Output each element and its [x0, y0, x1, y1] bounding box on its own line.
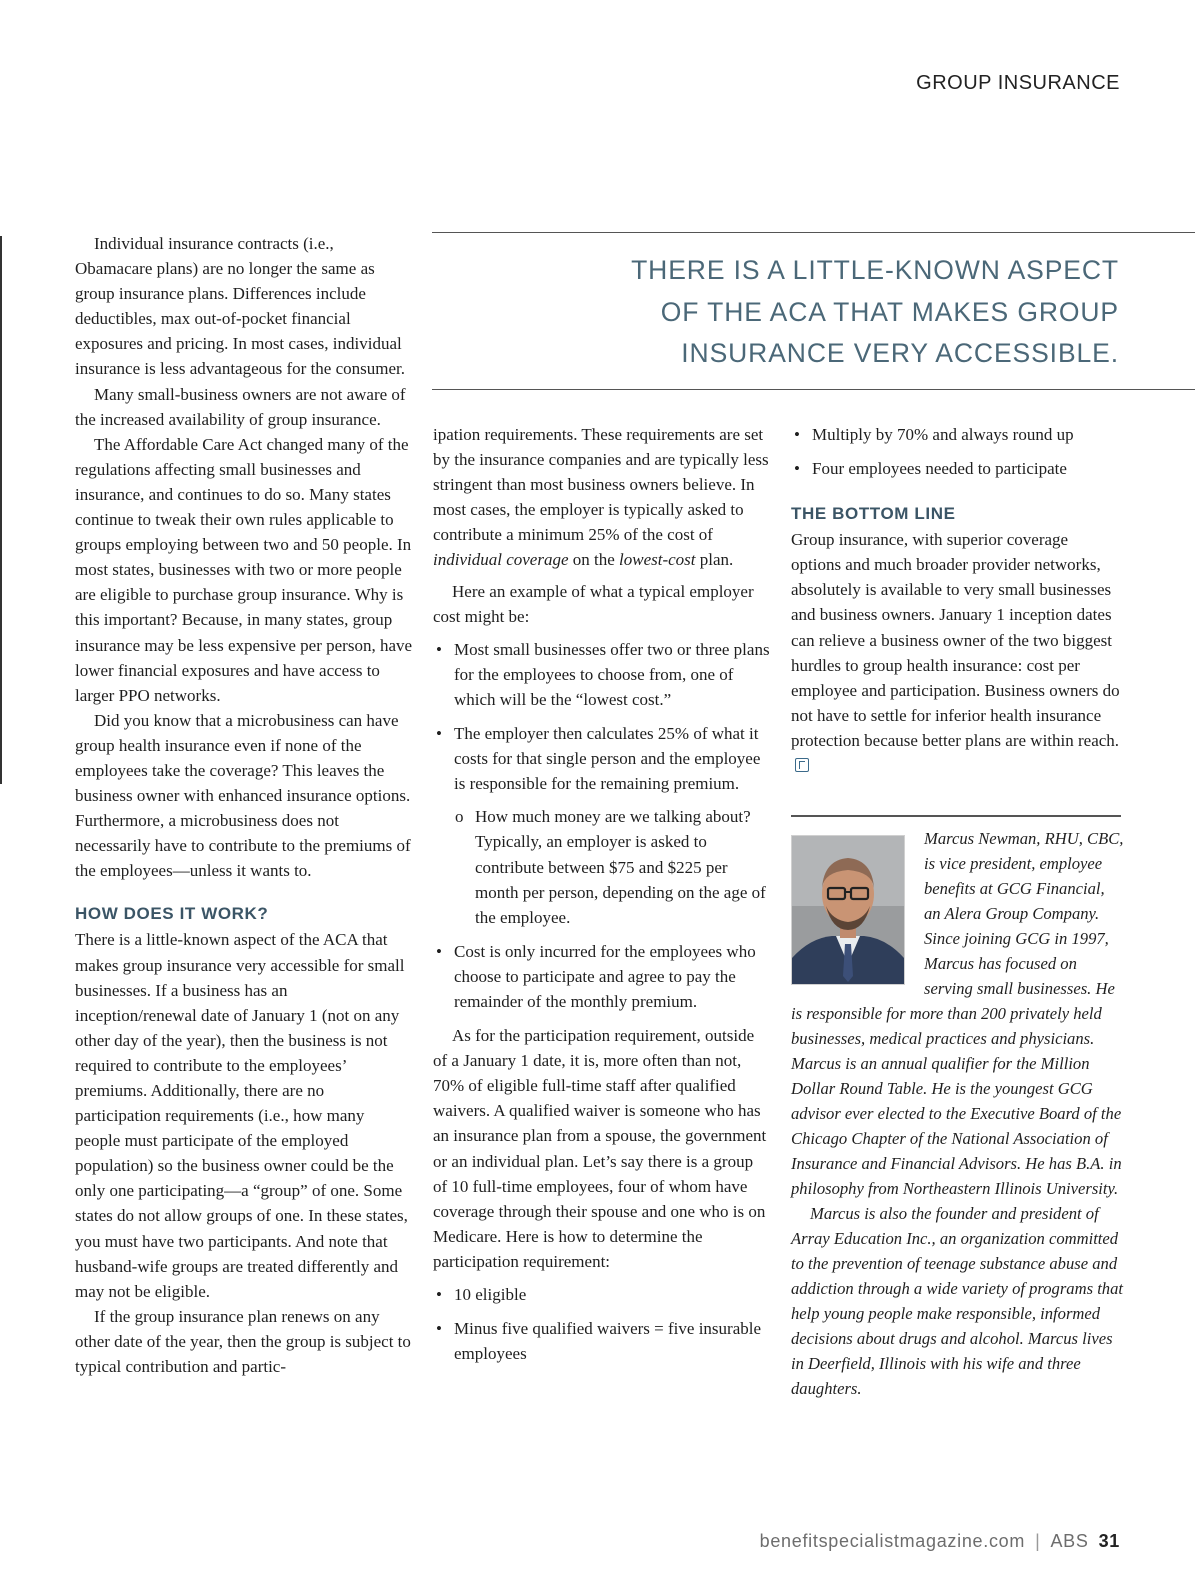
pull-quote-text — [631, 250, 1119, 375]
bullet-list — [433, 637, 770, 1014]
sub-list-item: o How much money are we talking about? Typically, an employer is asked to contribute between $75 and $225 per month per person, depending on the age of the employee. — [454, 804, 770, 929]
list-item: • Minus five qualified waivers = five insurable employees — [433, 1316, 770, 1366]
text-run: Group insurance, with superior coverage options and much broader provider networks, absolutely is available to very small businesses and business owners. January 1 inception dates can relieve a business owner of the two biggest hurdles to group health insurance: cost per employee and participation. Business owners do not have to settle for inferior health insurance protection because better plans are within reach. — [791, 530, 1120, 750]
section-heading: HOW DOES IT WORK? — [75, 904, 269, 924]
paragraph — [433, 422, 770, 573]
list-item: • Most small businesses offer two or three plans for the employees to choose from, one of which will be the “lowest cost.” — [433, 637, 770, 712]
footer-publication: ABS — [1050, 1531, 1089, 1551]
bullet-list — [791, 422, 1121, 481]
pull-quote-line: INSURANCE VERY ACCESSIBLE. — [681, 338, 1119, 368]
author-portrait-icon — [792, 836, 904, 984]
list-item — [433, 721, 770, 930]
footer-site: benefitspecialistmagazine.com — [759, 1531, 1026, 1551]
section-heading: THE BOTTOM LINE — [791, 504, 956, 524]
article-column-3 — [791, 422, 1121, 778]
paragraph: Did you know that a microbusiness can have group health insurance even if none of the employees take the coverage? This leaves the business owner with enhanced insurance options. Furthermore, a microbusiness does not necessarily have to contribute to the premiums of the employees—unless it wants to. — [75, 710, 411, 881]
emphasis: lowest-cost — [619, 550, 696, 570]
bio-paragraph: Marcus Newman, RHU, CBC, is vice president, employee benefits at GCG Financial, an Alera Group Company. Since joining GCG in 1997, Marcus has focused on serving small businesses. He is responsible for more than 200 privately held businesses, medical practices and physicians. Marcus is an annual qualifier for the Million Dollar Round Table. He is the youngest GCG advisor ever elected to the Executive Board of the Chicago Chapter of the National Association of Insurance and Financial Advisors. He has B.A. in philosophy from Northeastern Illinois University. — [791, 829, 1124, 1198]
article-column-1 — [75, 231, 413, 1379]
paragraph: There is a little-known aspect of the ACA that makes group insurance very accessible for small businesses. If a business has an inception/renewal date of January 1 (not on any other day of the year), then the business is not required to contribute to the employees’ premiums. Additionally, there are no participation requirements (i.e., how many people must participate of the employed population) so the business owner could be the only one participating—a “group” of one. Some states do not allow groups of one. In these states, you must have two participants. And note that husband-wife groups are treated differently and may not be eligible. — [75, 930, 408, 1301]
list-item: • Multiply by 70% and always round up — [791, 422, 1121, 447]
text-run: plan. — [695, 550, 734, 570]
bio-divider — [791, 815, 1121, 817]
paragraph: Individual insurance contracts (i.e., Obamacare plans) are no longer the same as group insurance plans. Differences include deductibles, max out-of-pocket financial exposures and pricing. In most cases, individual insurance is less advantageous for the consumer. — [75, 234, 405, 379]
text-run: ipation requirements. These requirements are set by the insurance companies and are typically less stringent than most business owners believe. In most cases, the employer is typically asked to contribute a minimum 25% of the cost of — [433, 425, 769, 545]
article-column-2 — [433, 422, 770, 1375]
section-label: GROUP INSURANCE — [916, 72, 1120, 94]
bullet-list — [433, 1282, 770, 1366]
page-number: 31 — [1098, 1531, 1120, 1551]
sub-bullet-list — [454, 804, 770, 929]
paragraph: Many small-business owners are not aware of the increased availability of group insurance. — [75, 384, 406, 429]
paragraph: Here an example of what a typical employer cost might be: — [433, 581, 754, 626]
text-run: on the — [568, 550, 620, 570]
emphasis: individual coverage — [433, 550, 569, 570]
page-edge-rule — [0, 236, 2, 784]
list-item-text: The employer then calculates 25% of what it costs for that single person and the employee is responsible for the remaining premium. — [454, 724, 761, 794]
page-footer — [760, 1531, 1120, 1552]
author-photo — [791, 835, 905, 985]
pull-quote-line: OF THE ACA THAT MAKES GROUP — [660, 296, 1119, 327]
article-end-mark-icon — [795, 758, 809, 772]
list-item: • Cost is only incurred for the employees who choose to participate and agree to pay the remainder of the monthly premium. — [433, 939, 770, 1014]
list-item: • Four employees needed to participate — [791, 456, 1121, 481]
author-bio — [791, 826, 1125, 1401]
pull-quote — [432, 232, 1195, 390]
footer-separator: | — [1035, 1531, 1041, 1551]
paragraph: The Affordable Care Act changed many of the regulations affecting small businesses and insurance, and continues to do so. Many states continue to tweak their own rules applicable to groups employing between two and 50 people. In most states, businesses with two or more people are eligible to purchase group insurance. Why is this important? Because, in many states, group insurance may be less expensive per person, have lower financial exposures and have access to larger PPO networks. — [75, 434, 413, 705]
paragraph: As for the participation requirement, outside of a January 1 date, it is, more often than not, 70% of eligible full-time staff after qualified waivers. A qualified waiver is someone who has an insurance plan from a spouse, the government or an individual plan. Let’s say there is a group of 10 full-time employees, four of whom have coverage through their spouse and one who is on Medicare. Here is how to determine the participation requirement: — [433, 1026, 767, 1271]
paragraph: If the group insurance plan renews on any other date of the year, then the group is subject to typical contribution and partic- — [75, 1306, 411, 1377]
bio-paragraph: Marcus is also the founder and president of Array Education Inc., an organization committed to the prevention of teenage substance abuse and addiction through a wide variety of programs that help young people make responsible, informed decisions about drugs and alcohol. Marcus lives in Deerfield, Illinois with his wife and three daughters. — [791, 1204, 1124, 1398]
list-item: • 10 eligible — [433, 1282, 770, 1307]
paragraph — [791, 527, 1121, 778]
pull-quote-line: THERE IS A LITTLE-KNOWN ASPECT — [631, 255, 1119, 285]
